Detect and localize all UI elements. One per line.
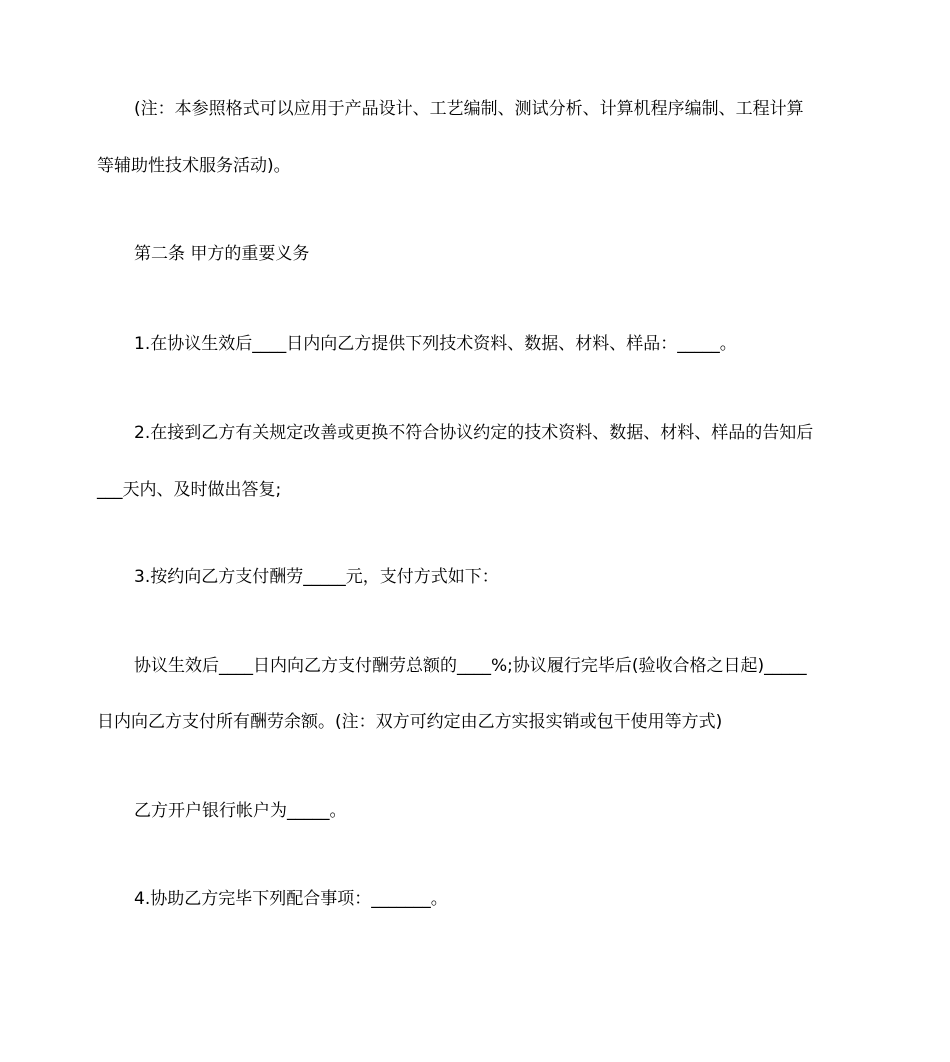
obligation-3: 3.按约向乙方支付酬劳_____元，支付方式如下： (134, 567, 499, 587)
note-line-1: (注：本参照格式可以应用于产品设计、工艺编制、测试分析、计算机程序编制、工程计算 (134, 99, 804, 119)
note-line-2: 等辅助性技术服务活动)。 (97, 156, 291, 176)
obligation-2-line-2: ___天内、及时做出答复; (97, 480, 282, 500)
payment-terms-line-2: 日内向乙方支付所有酬劳余额。(注：双方可约定由乙方实报实销或包干使用等方式) (97, 712, 723, 732)
obligation-4: 4.协助乙方完毕下列配合事项：_______。 (134, 889, 448, 909)
bank-account-line: 乙方开户银行帐户为_____。 (134, 801, 347, 821)
payment-terms-line-1: 协议生效后____日内向乙方支付酬劳总额的____%;协议履行完毕后(验收合格之日起)_____ (134, 656, 807, 676)
obligation-2-line-1: 2.在接到乙方有关规定改善或更换不符合协议约定的技术资料、数据、材料、样品的告知后 (134, 423, 814, 443)
obligation-1: 1.在协议生效后____日内向乙方提供下列技术资料、数据、材料、样品：_____。 (134, 334, 737, 354)
section-heading: 第二条 甲方的重要义务 (134, 244, 310, 264)
